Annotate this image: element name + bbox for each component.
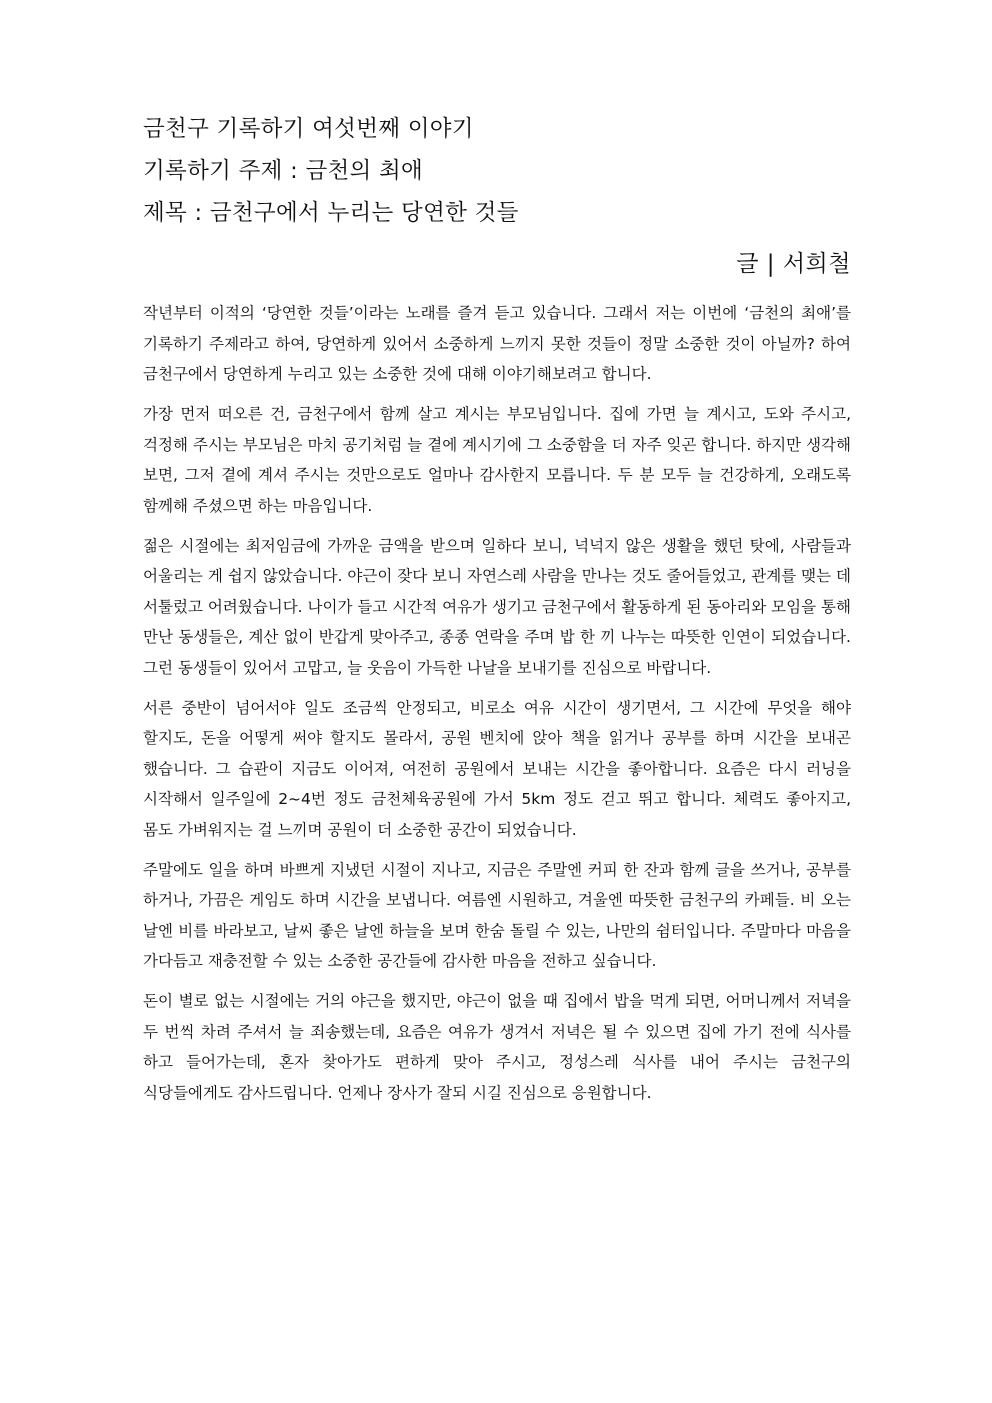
paragraph: 작년부터 이적의 ‘당연한 것들’이라는 노래를 즐겨 듣고 있습니다. 그래서 저는 이번에 ‘금천의 최애’를 기록하기 주제라고 하여, 당연하게 있어서 소중하게 느끼지 못한 것들이 정말 소중한 것이 아닐까? 하여 금천구에서 당연하게 누리고 있는 소중한 것에 대해 이야기해보려고 합니다.: [143, 304, 851, 383]
document-title: 제목 : 금천구에서 누리는 당연한 것들: [143, 200, 519, 226]
paragraph: 주말에도 일을 하며 바쁘게 지냈던 시절이 지나고, 지금은 주말엔 커피 한 잔과 함께 글을 쓰거나, 공부를 하거나, 가끔은 게임도 하며 시간을 보냅니다. 여름엔 시원하고, 겨울엔 따뜻한 금천구의 카페들. 비 오는 날엔 비를 바라보고, 날씨 좋은 날엔 하늘을 보며 한숨 돌릴 수 있는, 나만의 쉼터입니다. 주말마다 마음을 가다듬고 재충전할 수 있는 소중한 공간들에 감사한 마음을 전하고 싶습니다.: [143, 860, 851, 970]
paragraph: 젊은 시절에는 최저임금에 가까운 금액을 받으며 일하다 보니, 넉넉지 않은 생활을 했던 탓에, 사람들과 어울리는 게 쉽지 않았습니다. 야근이 잦다 보니 자연스레 사람을 만나는 것도 줄어들었고, 관계를 맺는 데 서툴렀고 어려웠습니다. 나이가 들고 시간적 여유가 생기고 금천구에서 활동하게 된 동아리와 모임을 통해 만난 동생들은, 계산 없이 반갑게 맞아주고, 종종 연락을 주며 밥 한 끼 나누는 따뜻한 인연이 되었습니다. 그런 동생들이 있어서 고맙고, 늘 웃음이 가득한 나날을 보내기를 진심으로 바랍니다.: [143, 536, 851, 677]
topic-title: 기록하기 주제 : 금천의 최애: [143, 158, 424, 184]
title-block: [143, 108, 851, 234]
author-byline: 글 | 서희철: [736, 251, 851, 277]
paragraph: 돈이 별로 없는 시절에는 거의 야근을 했지만, 야근이 없을 때 집에서 밥을 먹게 되면, 어머니께서 저녁을 두 번씩 차려 주셔서 늘 죄송했는데, 요즘은 여유가 생겨서 저녁은 될 수 있으면 집에 가기 전에 식사를 하고 들어가는데, 혼자 찾아가도 편하게 맞아 주시고, 정성스레 식사를 내어 주시는 금천구의 식당들에게도 감사드립니다. 언제나 장사가 잘되 시길 진심으로 응원합니다.: [143, 992, 851, 1102]
paragraph: 서른 중반이 넘어서야 일도 조금씩 안정되고, 비로소 여유 시간이 생기면서, 그 시간에 무엇을 해야 할지도, 돈을 어떻게 써야 할지도 몰라서, 공원 벤치에 앉아 책을 읽거나 공부를 하며 시간을 보내곤 했습니다. 그 습관이 지금도 이어져, 여전히 공원에서 보내는 시간을 좋아합니다. 요즘은 다시 러닝을 시작해서 일주일에 2~4번 정도 금천체육공원에 가서 5km 정도 걷고 뛰고 합니다. 체력도 좋아지고, 몸도 가벼워지는 걸 느끼며 공원이 더 소중한 공간이 되었습니다.: [143, 698, 851, 839]
document-body: [143, 298, 851, 1108]
series-title: 금천구 기록하기 여섯번째 이야기: [143, 116, 474, 142]
paragraph: 가장 먼저 떠오른 건, 금천구에서 함께 살고 계시는 부모님입니다. 집에 가면 늘 계시고, 도와 주시고, 걱정해 주시는 부모님은 마치 공기처럼 늘 곁에 계시기에 그 소중함을 더 자주 잊곤 합니다. 하지만 생각해 보면, 그저 곁에 계셔 주시는 것만으로도 얼마나 감사한지 모릅니다. 두 분 모두 늘 건강하게, 오래도록 함께해 주셨으면 하는 마음입니다.: [143, 405, 851, 515]
document-page: [143, 108, 851, 1118]
